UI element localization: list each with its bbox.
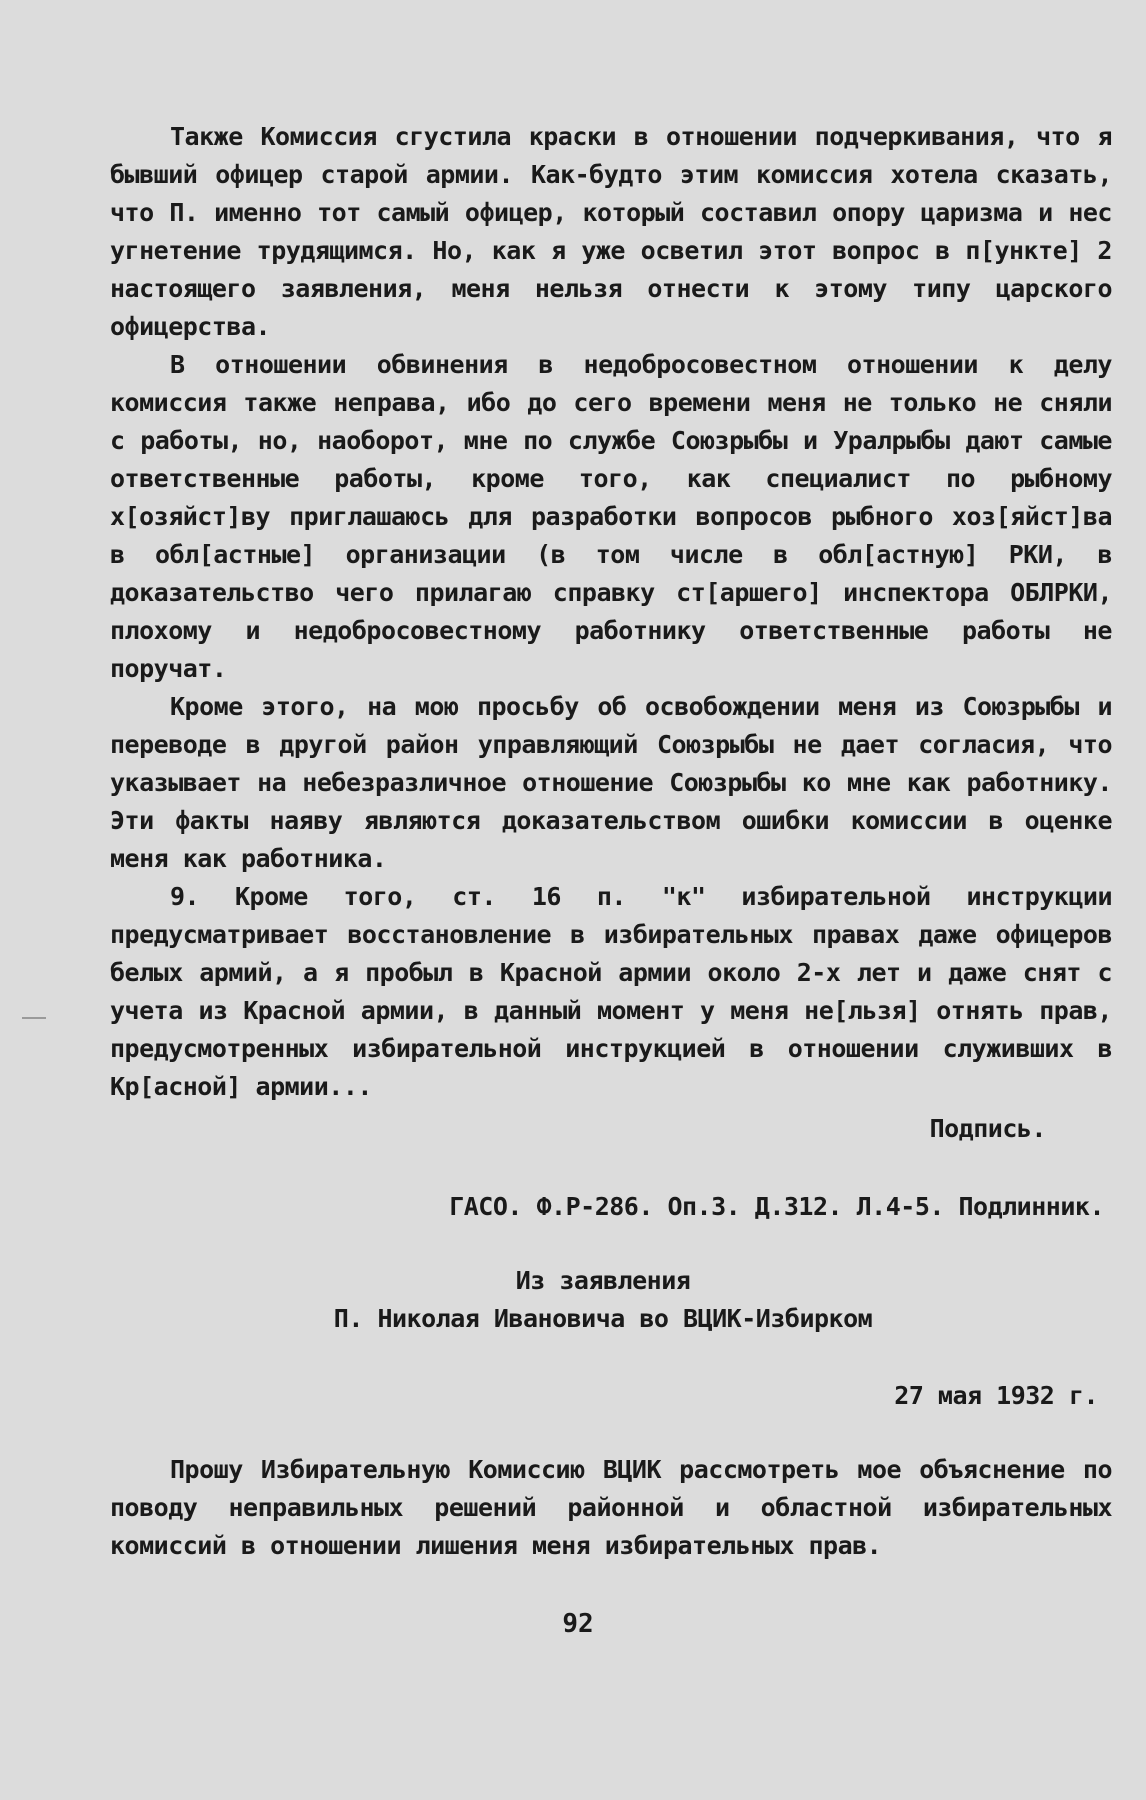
margin-mark <box>22 1017 46 1019</box>
section-subheading: П. Николая Ивановича во ВЦИК-Избирком <box>333 1304 873 1333</box>
document-date: 27 мая 1932 г. <box>894 1381 1098 1410</box>
paragraph-4: 9. Кроме того, ст. 16 п. "к" избирательной инструкции предусматривает восстановление в избирательных правах даже офицеров белых армий, а я пробыл в Красной армии около 2-х лет и даже снят с учета из Красной армии, в данный момент у меня не[льзя] отнять прав, предусмотренных избирательной инструкцией в отношении служивших в Кр[асной] армии... <box>110 882 1112 1101</box>
paragraph-2: В отношении обвинения в недобросовестном отношении к делу комиссия также неправа, ибо до сего времени меня не только не сняли с работы, но, наоборот, мне по службе Союзрыбы и Уралрыбы дают самые ответственные работы, кроме того, как специалист по рыбному х[озяйст]ву приглашаюсь для разработки вопросов рыбного хоз[яйст]ва в обл[астные] организации (в том числе в обл[астную] РКИ, в доказательство чего прилагаю справку ст[аршего] инспектора ОБЛРКИ, плохому и недобросовестному работнику ответственные работы не поручат. <box>110 350 1112 683</box>
paragraph-1: Также Комиссия сгустила краски в отношении подчеркивания, что я бывший офицер старой армии. Как-будто этим комиссия хотела сказать, что П. именно тот самый офицер, который составил опору царизма и нес угнетение трудящимся. Но, как я уже осветил этот вопрос в п[ункте] 2 настоящего заявления, меня нельзя отнести к этому типу царского офицерства. <box>110 122 1112 341</box>
signature: Подпись. <box>929 1114 1046 1143</box>
closing-paragraph: Прошу Избирательную Комиссию ВЦИК рассмотреть мое объяснение по поводу неправильных решений районной и областной избирательных комиссий в отношении лишения меня избирательных прав. <box>110 1455 1112 1560</box>
paragraph-3: Кроме этого, на мою просьбу об освобождении меня из Союзрыбы и переводе в другой район управляющий Союзрыбы не дает согласия, что указывает на небезразличное отношение Союзрыбы ко мне как работнику. Эти факты наяву являются доказательством ошибки комиссии в оценке меня как работника. <box>110 692 1112 873</box>
page-number: 92 <box>562 1609 594 1639</box>
section-heading: Из заявления <box>515 1266 691 1295</box>
main-text <box>110 118 1112 1106</box>
archive-source: ГАСО. Ф.Р-286. Оп.3. Д.312. Л.4-5. Подлинник. <box>449 1192 1104 1221</box>
closing-text <box>110 1451 1112 1565</box>
